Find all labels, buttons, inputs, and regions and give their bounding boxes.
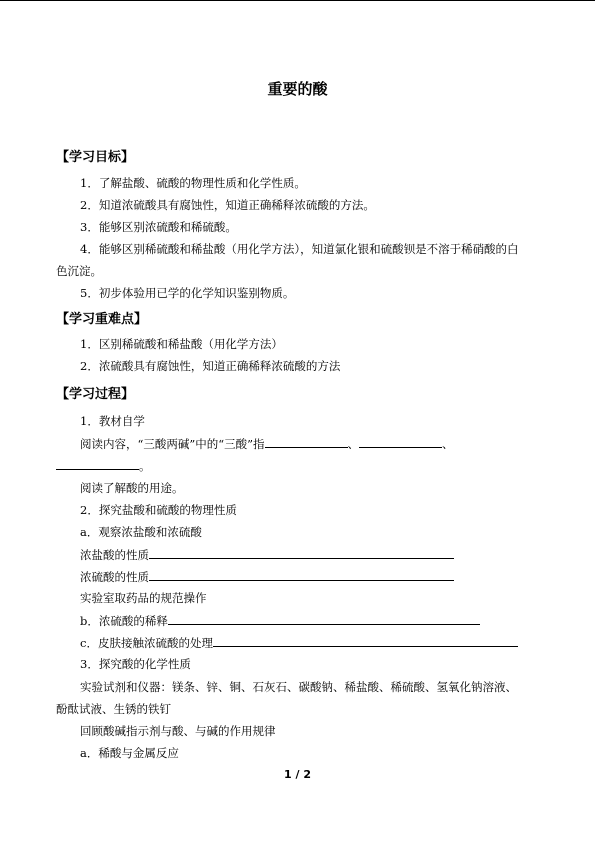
hcl-property-label: 浓盐酸的性质 — [80, 548, 149, 562]
goal-item-4: 4．能够区别稀硫酸和稀盐酸（用化学方法），知道氯化银和硫酸钡是不溶于稀硝酸的白 — [80, 242, 519, 256]
keypoints-heading: 【学习重难点】 — [56, 312, 148, 327]
three-acids-prompt: 阅读内容，“三酸两碱”中的“三酸”指 — [80, 437, 265, 451]
skin-contact-blank — [213, 634, 518, 647]
goal-item-2: 2．知道浓硫酸具有腐蚀性，知道正确稀释浓硫酸的方法。 — [80, 198, 375, 212]
keypoint-item-2: 2．浓硫酸具有腐蚀性，知道正确稀释浓硫酸的方法 — [80, 359, 341, 373]
page-title: 重要的酸 — [267, 80, 328, 98]
review-item: 回顾酸碱指示剂与酸、与碱的作用规律 — [80, 724, 276, 738]
dilution-label: b．浓硫酸的稀释 — [80, 614, 168, 628]
h2so4-property-label: 浓硫酸的性质 — [80, 570, 149, 584]
explore-physical-item: 2．探究盐酸和硫酸的物理性质 — [80, 503, 237, 517]
page-number: 1 / 2 — [284, 768, 311, 781]
answer-blank-3 — [56, 457, 139, 470]
top-border — [0, 0, 595, 1]
skin-contact-row — [80, 634, 518, 651]
dilution-blank — [168, 612, 480, 625]
read-use-item: 阅读了解酸的用途。 — [80, 481, 184, 495]
process-heading: 【学习过程】 — [56, 387, 135, 402]
h2so4-property-row — [80, 568, 454, 585]
goal-item-4-continued: 色沉淀。 — [56, 264, 102, 278]
h2so4-property-blank — [149, 568, 454, 581]
reagents-line-1: 实验试剂和仪器：镁条、锌、铜、石灰石、碳酸钠、稀盐酸、稀硫酸、氢氧化钠溶液、 — [80, 680, 517, 694]
dilution-row — [80, 612, 480, 629]
end-mark: 。 — [139, 459, 151, 473]
goals-heading: 【学习目标】 — [56, 150, 135, 165]
observe-item: a．观察浓盐酸和浓硫酸 — [80, 525, 202, 539]
goal-item-5: 5．初步体验用已学的化学知识鉴别物质。 — [80, 286, 295, 300]
explore-chemical-item: 3．探究酸的化学性质 — [80, 657, 191, 671]
answer-blank-1 — [265, 435, 348, 448]
self-study-item: 1．教材自学 — [80, 414, 145, 428]
goal-item-3: 3．能够区别浓硫酸和稀硫酸。 — [80, 220, 237, 234]
lab-rule-item: 实验室取药品的规范操作 — [80, 591, 207, 605]
separator-2: 、 — [442, 437, 454, 451]
skin-contact-label: c．皮肤接触浓硫酸的处理 — [80, 636, 213, 650]
three-acids-question-continued — [56, 457, 151, 474]
three-acids-question — [80, 435, 454, 452]
reagents-line-2: 酚酞试液、生锈的铁钉 — [56, 702, 171, 716]
hcl-property-row — [80, 546, 454, 563]
keypoint-item-1: 1．区别稀硫酸和稀盐酸（用化学方法） — [80, 337, 283, 351]
hcl-property-blank — [149, 546, 454, 559]
separator-1: 、 — [347, 437, 360, 451]
goal-item-1: 1．了解盐酸、硫酸的物理性质和化学性质。 — [80, 176, 306, 190]
answer-blank-2 — [359, 435, 442, 448]
metal-reaction-item: a．稀酸与金属反应 — [80, 746, 179, 760]
